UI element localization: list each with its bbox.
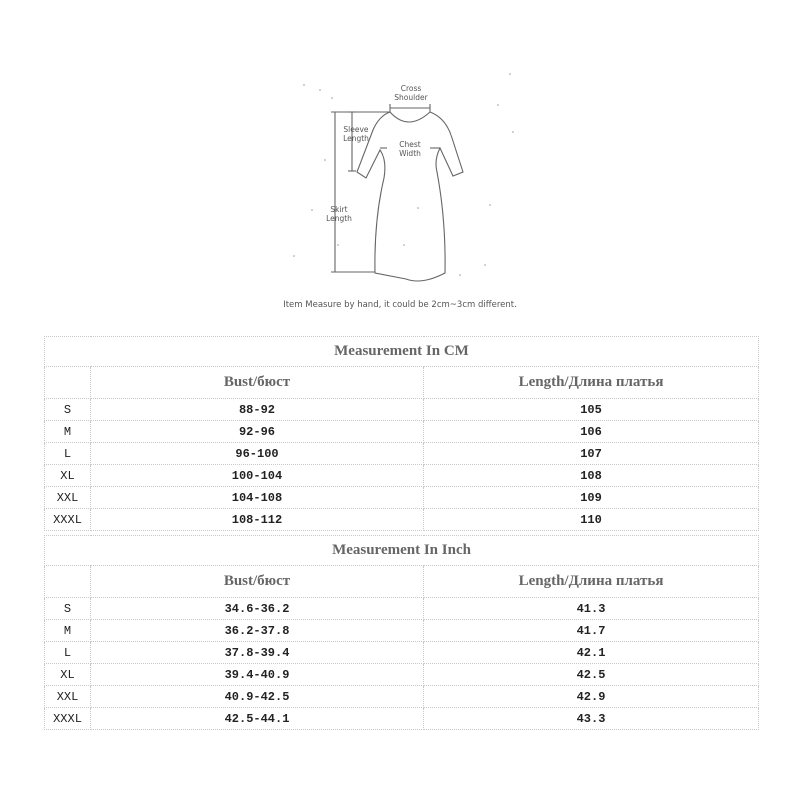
table-row — [45, 443, 759, 465]
table-row — [45, 664, 759, 686]
bust-cell: 108-112 — [91, 509, 424, 531]
bust-cell: 39.4-40.9 — [91, 664, 424, 686]
cross-shoulder-label — [390, 84, 432, 102]
column-header-size — [45, 367, 91, 399]
label-line: Length — [343, 134, 369, 143]
length-cell: 42.5 — [424, 664, 759, 686]
table-row — [45, 598, 759, 620]
table-row — [45, 465, 759, 487]
size-cell: S — [45, 598, 91, 620]
table-row — [45, 686, 759, 708]
bust-cell: 104-108 — [91, 487, 424, 509]
label-line: Skirt — [330, 205, 348, 214]
length-cell: 41.3 — [424, 598, 759, 620]
label-line: Chest — [399, 140, 421, 149]
bust-cell: 40.9-42.5 — [91, 686, 424, 708]
size-cell: M — [45, 620, 91, 642]
size-table-inch — [44, 535, 759, 730]
label-line: Length — [326, 214, 352, 223]
size-cell: S — [45, 399, 91, 421]
length-cell: 109 — [424, 487, 759, 509]
length-cell: 42.9 — [424, 686, 759, 708]
size-cell: XL — [45, 664, 91, 686]
table-title: Measurement In Inch — [45, 536, 759, 566]
chest-width-label — [392, 140, 428, 158]
size-cell: XXXL — [45, 708, 91, 730]
label-line: Shoulder — [394, 93, 428, 102]
size-cell: XL — [45, 465, 91, 487]
bust-cell: 37.8-39.4 — [91, 642, 424, 664]
size-cell: XXL — [45, 686, 91, 708]
table-row — [45, 509, 759, 531]
label-line: Cross — [400, 84, 422, 93]
skirt-length-label — [324, 205, 354, 223]
label-line: Width — [399, 149, 421, 158]
size-table-cm — [44, 336, 759, 531]
table-row — [45, 708, 759, 730]
column-header-length: Length/Длина платья — [424, 367, 759, 399]
bust-cell: 42.5-44.1 — [91, 708, 424, 730]
label-line: Sleeve — [343, 125, 369, 134]
length-cell: 43.3 — [424, 708, 759, 730]
length-cell: 110 — [424, 509, 759, 531]
size-cell: L — [45, 642, 91, 664]
table-row — [45, 421, 759, 443]
length-cell: 105 — [424, 399, 759, 421]
measurement-note: Item Measure by hand, it could be 2cm~3cm different. — [283, 300, 517, 310]
bust-cell: 36.2-37.8 — [91, 620, 424, 642]
table-title: Measurement In CM — [45, 337, 759, 367]
table-row — [45, 399, 759, 421]
column-header-bust: Bust/бюст — [91, 566, 424, 598]
length-cell: 41.7 — [424, 620, 759, 642]
size-cell: M — [45, 421, 91, 443]
size-cell: XXL — [45, 487, 91, 509]
bust-cell: 100-104 — [91, 465, 424, 487]
bust-cell: 88-92 — [91, 399, 424, 421]
length-cell: 42.1 — [424, 642, 759, 664]
bust-cell: 96-100 — [91, 443, 424, 465]
sleeve-length-label — [338, 125, 374, 143]
table-row — [45, 487, 759, 509]
column-header-bust: Bust/бюст — [91, 367, 424, 399]
length-cell: 106 — [424, 421, 759, 443]
dress-measurement-diagram — [280, 60, 530, 320]
bust-cell: 34.6-36.2 — [91, 598, 424, 620]
length-cell: 108 — [424, 465, 759, 487]
size-cell: XXXL — [45, 509, 91, 531]
column-header-length: Length/Длина платья — [424, 566, 759, 598]
bust-cell: 92-96 — [91, 421, 424, 443]
size-cell: L — [45, 443, 91, 465]
length-cell: 107 — [424, 443, 759, 465]
column-header-size — [45, 566, 91, 598]
table-row — [45, 642, 759, 664]
table-row — [45, 620, 759, 642]
